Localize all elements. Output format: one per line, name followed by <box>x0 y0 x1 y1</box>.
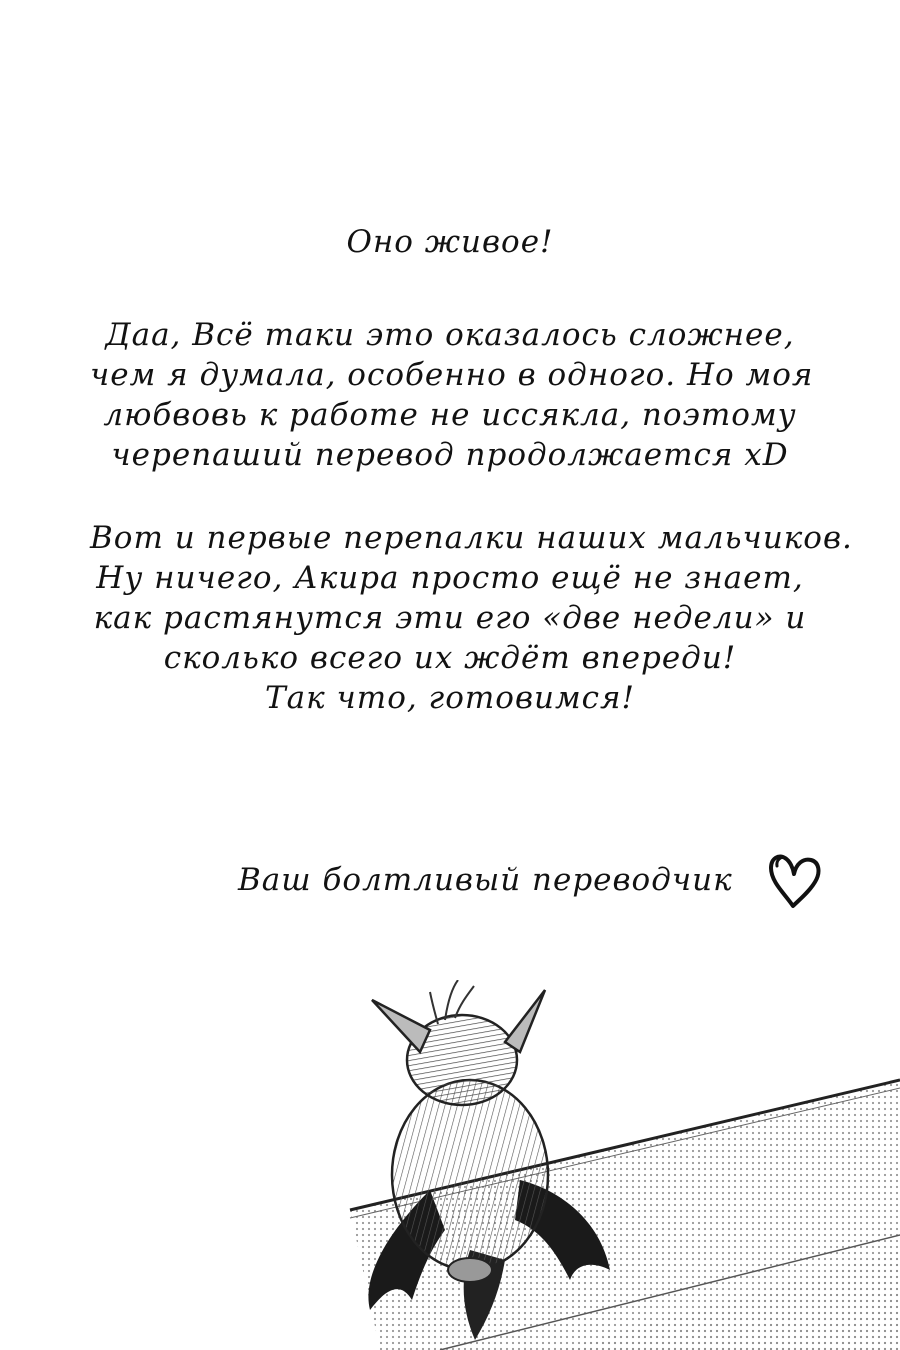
note-line: Вот и первые перепалки наших мальчиков. <box>90 520 853 556</box>
note-line: черепаший перевод продолжается xD <box>111 437 789 473</box>
note-line: любвовь к работе не иссякла, поэтому <box>103 397 797 433</box>
signature: Ваш болтливый переводчик <box>238 862 733 898</box>
note-line: Ну ничего, Акира просто ещё не знает, <box>96 560 804 596</box>
note-line: чем я думала, особенно в одного. Но моя <box>90 357 814 393</box>
note-line: сколько всего их ждёт впереди! <box>163 640 737 676</box>
note-title-text: Оно живое! <box>346 224 554 260</box>
note-line: как растянутся эти его «две недели» и <box>93 600 807 636</box>
note-paragraph-2 <box>90 518 853 718</box>
note-title <box>90 222 810 262</box>
note-paragraph-1 <box>90 315 814 475</box>
bat-cat-illustration <box>0 980 900 1350</box>
note-line: Так что, готовимся! <box>264 680 636 716</box>
signature-row <box>238 850 827 910</box>
heart-icon <box>763 848 827 912</box>
note-line: Даа, Всё таки это оказалось сложнее, <box>105 317 795 353</box>
